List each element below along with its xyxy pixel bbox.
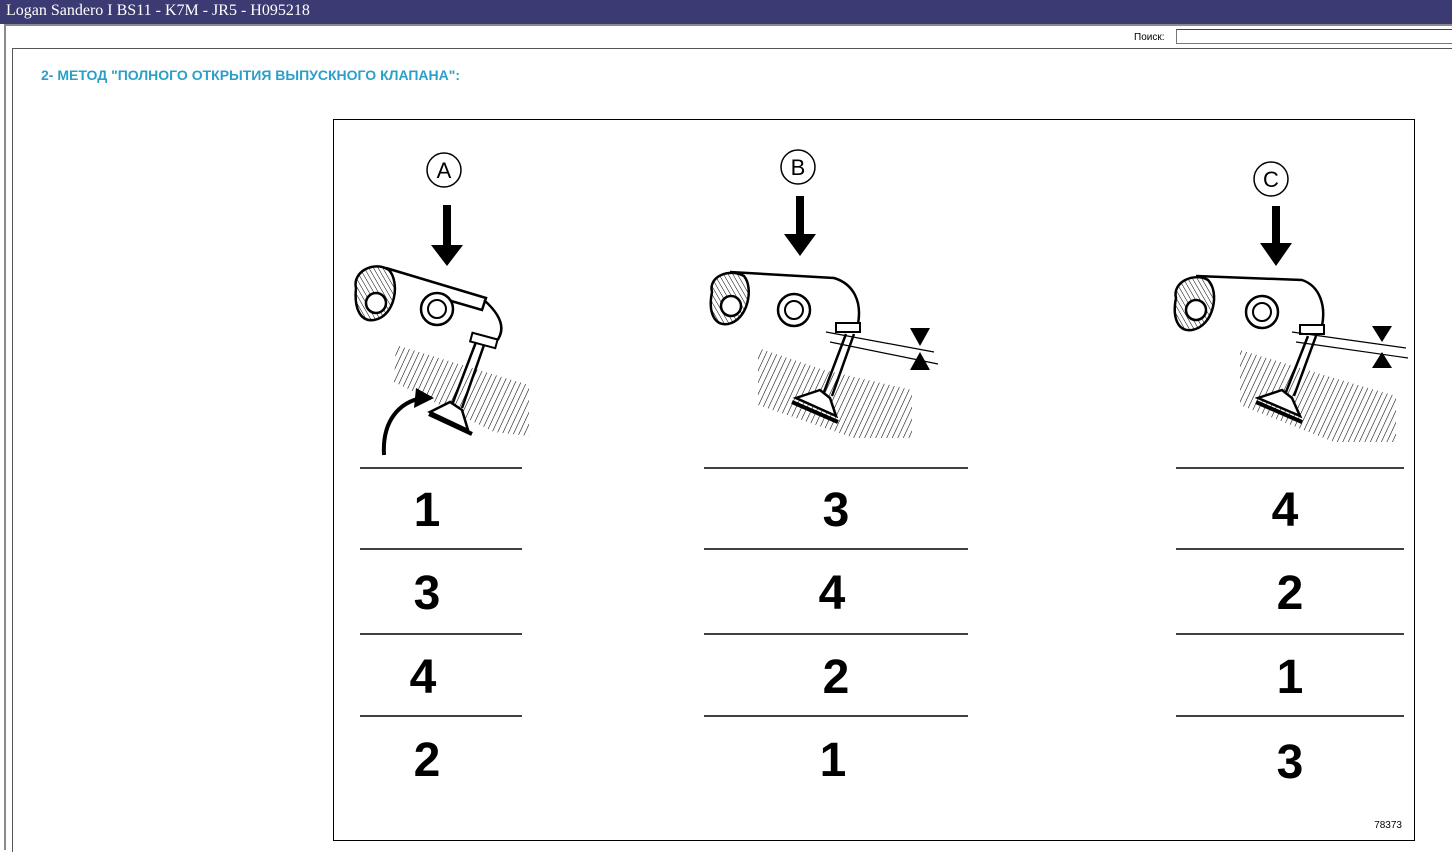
gap-arrow-icon — [910, 352, 930, 370]
column-c-number: 2 — [1276, 567, 1304, 620]
column-c-label: C — [1263, 167, 1279, 192]
search-bar — [6, 26, 1452, 48]
column-c — [1175, 162, 1408, 442]
column-a-number: 3 — [413, 567, 441, 620]
arrow-down-icon — [1260, 206, 1292, 266]
column-b-number: 2 — [822, 651, 850, 704]
column-b-number: 4 — [818, 567, 846, 620]
rocker-mechanism-icon — [1175, 276, 1408, 442]
table-rule-lines — [360, 468, 1404, 716]
column-a-number: 2 — [413, 734, 441, 787]
rocker-mechanism-icon — [711, 272, 938, 438]
window-title: Logan Sandero I BS11 - K7M - JR5 - H095218 — [0, 0, 1452, 24]
column-a — [356, 153, 529, 455]
column-a-number: 4 — [409, 651, 437, 704]
rocker-mechanism-icon — [356, 266, 529, 455]
column-b-number: 3 — [822, 484, 850, 537]
gap-arrow-icon — [1372, 352, 1392, 368]
arrow-down-icon — [431, 205, 463, 266]
column-a-label: A — [436, 158, 452, 183]
search-input[interactable] — [1176, 29, 1452, 44]
figure-canvas — [334, 120, 1414, 840]
valve-adjustment-figure — [333, 119, 1415, 841]
section-heading: 2- МЕТОД "ПОЛНОГО ОТКРЫТИЯ ВЫПУСКНОГО КЛАПАНА": — [41, 67, 461, 83]
column-b — [711, 150, 938, 438]
arrow-down-icon — [784, 196, 816, 256]
column-a-number: 1 — [413, 484, 441, 537]
sequence-numbers — [410, 484, 1304, 789]
gap-arrow-icon — [1372, 326, 1392, 342]
column-c-number: 4 — [1271, 484, 1299, 537]
gap-arrow-icon — [910, 328, 930, 346]
column-c-number: 1 — [1276, 651, 1304, 704]
figure-reference: 78373 — [1374, 820, 1402, 831]
column-b-label: B — [790, 155, 806, 180]
column-b-number: 1 — [819, 734, 847, 787]
column-c-number: 3 — [1276, 736, 1304, 789]
search-label: Поиск: — [1134, 32, 1165, 43]
